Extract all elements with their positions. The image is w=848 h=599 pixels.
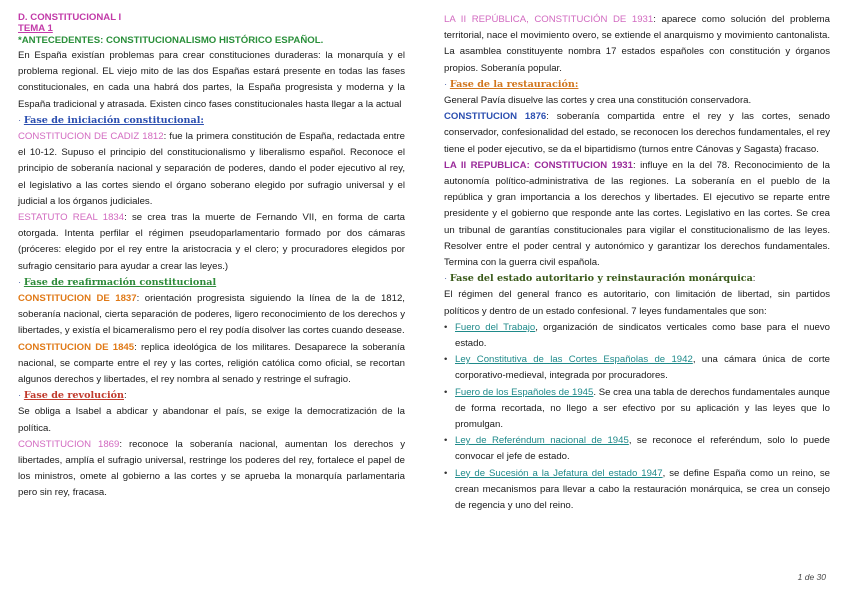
intro-paragraph: En España existían problemas para crear constituciones duraderas: la monarquía y el problema regional. EL viejo mito de las dos Españas estará presente en todas las fases constitucionales, en cada una habrá dos partes, la España progresista y moderna y la España tradicional y atrasada. Existen cinco fases constitucionales hasta llegar a la actual bbox=[18, 50, 405, 110]
c1845-title: CONSTITUCION DE 1845 bbox=[18, 341, 135, 353]
fase-reafirmacion-heading: · Fase de reafirmación constitucional bbox=[18, 276, 217, 288]
bullet-icon: • bbox=[444, 386, 448, 398]
cadiz-title: CONSTITUCION DE CADIZ 1812 bbox=[18, 131, 164, 143]
franco-paragraph: El régimen del general franco es autoritario, con limitación de libertad, sin partidos políticos y dentro de un estado confesional. 7 leyes fundamentales que son: bbox=[444, 289, 830, 317]
c1845-paragraph: CONSTITUCION DE 1845: replica ideológica de los militares. Desaparece la soberanía nacional, se comparte entre el rey y las cortes, religión católica como oficial, se recortan algunos derechos y libertades, el rey nombra al senado y restringe el sufragio. bbox=[18, 341, 405, 386]
antecedentes-heading: *ANTECEDENTES: CONSTITUCIONALISMO HISTÓRICO ESPAÑOL. bbox=[18, 35, 324, 46]
estatuto-title: ESTATUTO REAL 1834 bbox=[18, 212, 125, 224]
c1869-title: CONSTITUCION 1869 bbox=[18, 438, 120, 450]
estatuto-paragraph: ESTATUTO REAL 1834: se crea tras la muerte de Fernando VII, en forma de carta otorgada. Intenta perfilar el régimen pseudoparlamentario formado por dos cámaras (próceres: elegido por el rey entre la aristocracia y el clero; y procuradores elegidos por sufragio censitario para ayudar a crear las leyes.) bbox=[18, 212, 406, 272]
fase-autoritario-heading: · Fase del estado autoritario y reinstauración monárquica: bbox=[444, 273, 756, 285]
page-number: 1 de 30 bbox=[797, 572, 826, 582]
republica1-paragraph: LA II REPÚBLICA, CONSTITUCIÓN DE 1931: aparece como solución del problema territorial, nace el movimiento overo, se extiende el anarquismo y movimiento cantonalista. La asamblea constituyente nombra 17 estados españoles con constitución y órganos propios. Soberanía popular. bbox=[444, 14, 830, 74]
bullet-icon: • bbox=[444, 467, 448, 479]
c1869-paragraph: CONSTITUCION 1869: reconoce la soberanía nacional, aumentan los derechos y libertades, amplía el sufragio universal, restringe los poderes del rey, fortalece el papel de los ministros, omete al gobierno a las cortes y se aprueba la monarquía parlamentaria pero sin rey, fracasa. bbox=[18, 438, 405, 499]
tema-heading: TEMA 1 bbox=[18, 23, 53, 34]
fase-restauracion-heading: · Fase de la restauración: bbox=[444, 78, 579, 90]
laws-list bbox=[444, 320, 830, 514]
list-item: • Fuero de los Españoles de 1945. Se crea una tabla de derechos fundamentales aunque de forma recortada, no llego a ser efectivo por su aplicación y las leyes que lo promulgan. bbox=[444, 386, 830, 431]
cadiz-paragraph: CONSTITUCION DE CADIZ 1812: fue la primera constitución de España, redactada entre el 10-12. Supuso el principio del constitucionalismo y liberalismo español. Reconoce el principio de soberanía nacional y separación de poderes, dando el poder ejecutivo al rey, el legislativo a las cortes siendo el órgano soberano elegido por sufragio universal y el judicial a los órganos judiciales. bbox=[18, 131, 405, 207]
law-link[interactable]: Ley de Referéndum nacional de 1945 bbox=[455, 435, 629, 447]
c1837-title: CONSTITUCION DE 1837 bbox=[18, 293, 137, 305]
bullet-icon: • bbox=[444, 435, 448, 447]
left-column bbox=[18, 12, 405, 502]
bullet-icon: • bbox=[444, 354, 448, 366]
list-item: • Fuero del Trabajo, organización de sindicatos verticales como base para el nuevo estado. bbox=[444, 321, 831, 350]
fase-iniciacion-heading: · Fase de iniciación constitucional: bbox=[18, 114, 204, 126]
law-link[interactable]: Ley de Sucesión a la Jefatura del estado 1947 bbox=[455, 467, 663, 479]
revolucion-paragraph: Se obliga a Isabel a abdicar y abandonar el país, se exige la democratización de la política. bbox=[18, 406, 405, 434]
right-column bbox=[444, 12, 830, 514]
fase-revolucion-heading: · Fase de revolución: bbox=[18, 390, 127, 402]
law-link[interactable]: Fuero del Trabajo bbox=[455, 321, 536, 333]
republica1-title: LA II REPÚBLICA, CONSTITUCIÓN DE 1931 bbox=[444, 14, 654, 25]
law-link[interactable]: Ley Constitutiva de las Cortes Españolas de 1942 bbox=[455, 354, 693, 366]
document-title: D. CONSTITUCIONAL I bbox=[18, 12, 122, 23]
bullet-icon: • bbox=[444, 321, 448, 333]
restauracion-paragraph: General Pavía disuelve las cortes y crea una constitución conservadora. bbox=[444, 95, 752, 107]
c1837-paragraph: CONSTITUCION DE 1837: orientación progresista siguiendo la línea de la de 1812, soberanía nacional, cierta separación de poderes, ligero reconocimiento de los derechos y libertades, y existía el bicameralismo pero el rey podía disolver las cortes cuando desease. bbox=[18, 293, 405, 337]
law-link[interactable]: Fuero de los Españoles de 1945 bbox=[455, 386, 594, 398]
list-item: • Ley de Referéndum nacional de 1945, se reconoce el referéndum, solo lo puede convocar el jefe de estado. bbox=[444, 435, 830, 463]
republica2-paragraph: LA II REPUBLICA: CONSTITUCION 1931: influye en la del 78. Reconocimiento de la autonomía político-administrativa de las regiones. La soberanía en el pueblo de la república y gran importancia a los derechos y libertades. El ejecutivo se reparte entre presidente y el gobierno que responde ante las cortes. Legislativo en las cortes. Se crea un tribunal de garantías constitucionales para vigilar el constitucionalismo de las leyes. Resolver entre el poder central y autonómico y garantizar los derechos fundamentales. Termina con la guerra civil española. bbox=[444, 159, 830, 269]
c1876-paragraph: CONSTITUCION 1876: soberanía compartida entre el rey y las cortes, senado conservador, confesionalidad del estado, se reconocen los derechos fundamentales, el rey tiene el poder ejecutivo, se da el bipartidismo (turnos entre Cánovas y Sagasta) fracaso. bbox=[444, 111, 830, 155]
republica2-title: LA II REPUBLICA: CONSTITUCION 1931 bbox=[444, 159, 633, 171]
list-item: • Ley Constitutiva de las Cortes Españolas de 1942, una cámara única de corte corporativo-medieval, integrada por procuradores. bbox=[444, 354, 830, 382]
list-item: • Ley de Sucesión a la Jefatura del estado 1947, se define España como un reino, se crean mecanismos para llevar a cabo la restauración monárquica, se crea un consejo de regencia y uno del reino. bbox=[444, 467, 830, 512]
c1876-title: CONSTITUCION 1876 bbox=[444, 111, 547, 123]
